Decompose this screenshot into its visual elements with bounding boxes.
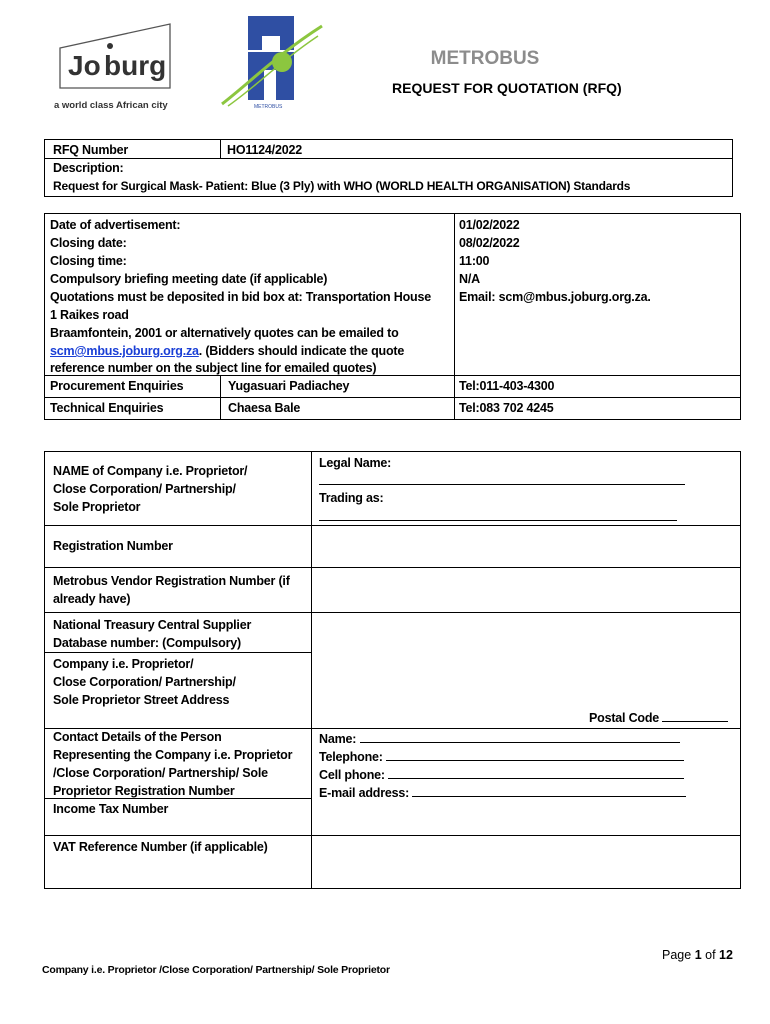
description-value: Request for Surgical Mask- Patient: Blue (3 Ply) with WHO (WORLD HEALTH ORGANISATION) Standards <box>53 179 631 193</box>
vat-label: VAT Reference Number (if applicable) <box>53 840 268 854</box>
company-name-label-2: Close Corporation/ Partnership/ <box>53 482 236 496</box>
company-name-label-1: NAME of Company i.e. Proprietor/ <box>53 464 248 478</box>
income-tax-label: Income Tax Number <box>53 802 169 816</box>
joburg-logo <box>52 18 184 114</box>
closing-time-label: Closing time: <box>50 254 127 268</box>
footer-text: Company i.e. Proprietor /Close Corporation/ Partnership/ Sole Proprietor <box>42 964 390 976</box>
page-number: Page 1 of 12 <box>662 948 733 962</box>
technical-name: Chaesa Bale <box>228 401 301 415</box>
rfq-box <box>44 139 733 197</box>
registration-field[interactable] <box>312 526 739 567</box>
header-title: METROBUS <box>430 48 540 69</box>
deposit-email-link[interactable]: scm@mbus.joburg.org.za <box>50 344 199 358</box>
svg-text:Jo: Jo <box>68 50 101 81</box>
postal-code-field[interactable] <box>662 709 728 722</box>
contact-telephone-field[interactable] <box>386 748 684 761</box>
procurement-tel: Tel:011-403-4300 <box>459 379 555 393</box>
contact-name-row: Name: <box>319 730 680 748</box>
contact-telephone-row: Telephone: <box>319 748 684 766</box>
contact-label-1: Contact Details of the Person <box>53 730 222 744</box>
rfq-number-label: RFQ Number <box>53 143 129 157</box>
briefing-value: N/A <box>459 272 480 286</box>
deposit-line-3: Braamfontein, 2001 or alternatively quotes can be emailed to <box>50 326 399 340</box>
vendor-label-1: Metrobus Vendor Registration Number (if <box>53 574 290 588</box>
contact-cell-field[interactable] <box>388 766 684 779</box>
deposit-line-1: Quotations must be deposited in bid box at: Transportation House <box>50 290 431 304</box>
contact-cell-row: Cell phone: <box>319 766 684 784</box>
closing-time-value: 11:00 <box>459 254 490 268</box>
vendor-field[interactable] <box>312 568 739 612</box>
svg-text:METROBUS: METROBUS <box>254 104 283 110</box>
technical-label: Technical Enquiries <box>50 401 164 415</box>
deposit-line-4 <box>50 342 404 360</box>
svg-text:burg: burg <box>104 50 167 81</box>
deposit-line-4-rest: . (Bidders should indicate the quote <box>198 344 405 358</box>
treasury-label-2: Database number: (Compulsory) <box>53 636 241 650</box>
company-name-label-3: Sole Proprietor <box>53 500 141 514</box>
briefing-label: Compulsory briefing meeting date (if applicable) <box>50 272 328 286</box>
contact-label-3: /Close Corporation/ Partnership/ Sole <box>53 766 268 780</box>
postal-code-label: Postal Code <box>589 709 728 727</box>
deposit-line-5: reference number on the subject line for emailed quotes) <box>50 361 377 375</box>
metrobus-logo <box>218 14 326 110</box>
technical-tel: Tel:083 702 4245 <box>459 401 554 415</box>
advertisement-value: 01/02/2022 <box>459 218 520 232</box>
treasury-label-1: National Treasury Central Supplier <box>53 618 252 632</box>
contact-label-4: Proprietor Registration Number <box>53 784 235 798</box>
joburg-tagline: a world class African city <box>54 100 168 111</box>
vendor-label-2: already have) <box>53 592 131 606</box>
legal-name-field[interactable] <box>319 472 685 485</box>
rfq-number-value: HO1124/2022 <box>227 143 302 157</box>
trading-as-field[interactable] <box>319 508 677 521</box>
deposit-value: Email: scm@mbus.joburg.org.za. <box>459 290 651 304</box>
dates-table <box>44 213 741 420</box>
legal-name-label: Legal Name: <box>319 456 392 470</box>
description-label: Description: <box>53 161 124 175</box>
contact-label-2: Representing the Company i.e. Proprietor <box>53 748 293 762</box>
procurement-name: Yugasuari Padiachey <box>228 379 350 393</box>
registration-label: Registration Number <box>53 539 173 553</box>
address-label-1: Company i.e. Proprietor/ <box>53 657 194 671</box>
contact-name-field[interactable] <box>360 730 680 743</box>
contact-email-row: E-mail address: <box>319 784 686 802</box>
trading-as-label: Trading as: <box>319 491 384 505</box>
address-label-3: Sole Proprietor Street Address <box>53 693 230 707</box>
closing-date-label: Closing date: <box>50 236 127 250</box>
procurement-label: Procurement Enquiries <box>50 379 184 393</box>
company-table <box>44 451 741 889</box>
vat-field[interactable] <box>312 836 739 887</box>
closing-date-value: 08/02/2022 <box>459 236 520 250</box>
contact-email-field[interactable] <box>412 784 686 797</box>
deposit-line-2: 1 Raikes road <box>50 308 129 322</box>
address-label-2: Close Corporation/ Partnership/ <box>53 675 236 689</box>
header-subtitle: REQUEST FOR QUOTATION (RFQ) <box>392 80 622 96</box>
advertisement-label: Date of advertisement: <box>50 218 181 232</box>
